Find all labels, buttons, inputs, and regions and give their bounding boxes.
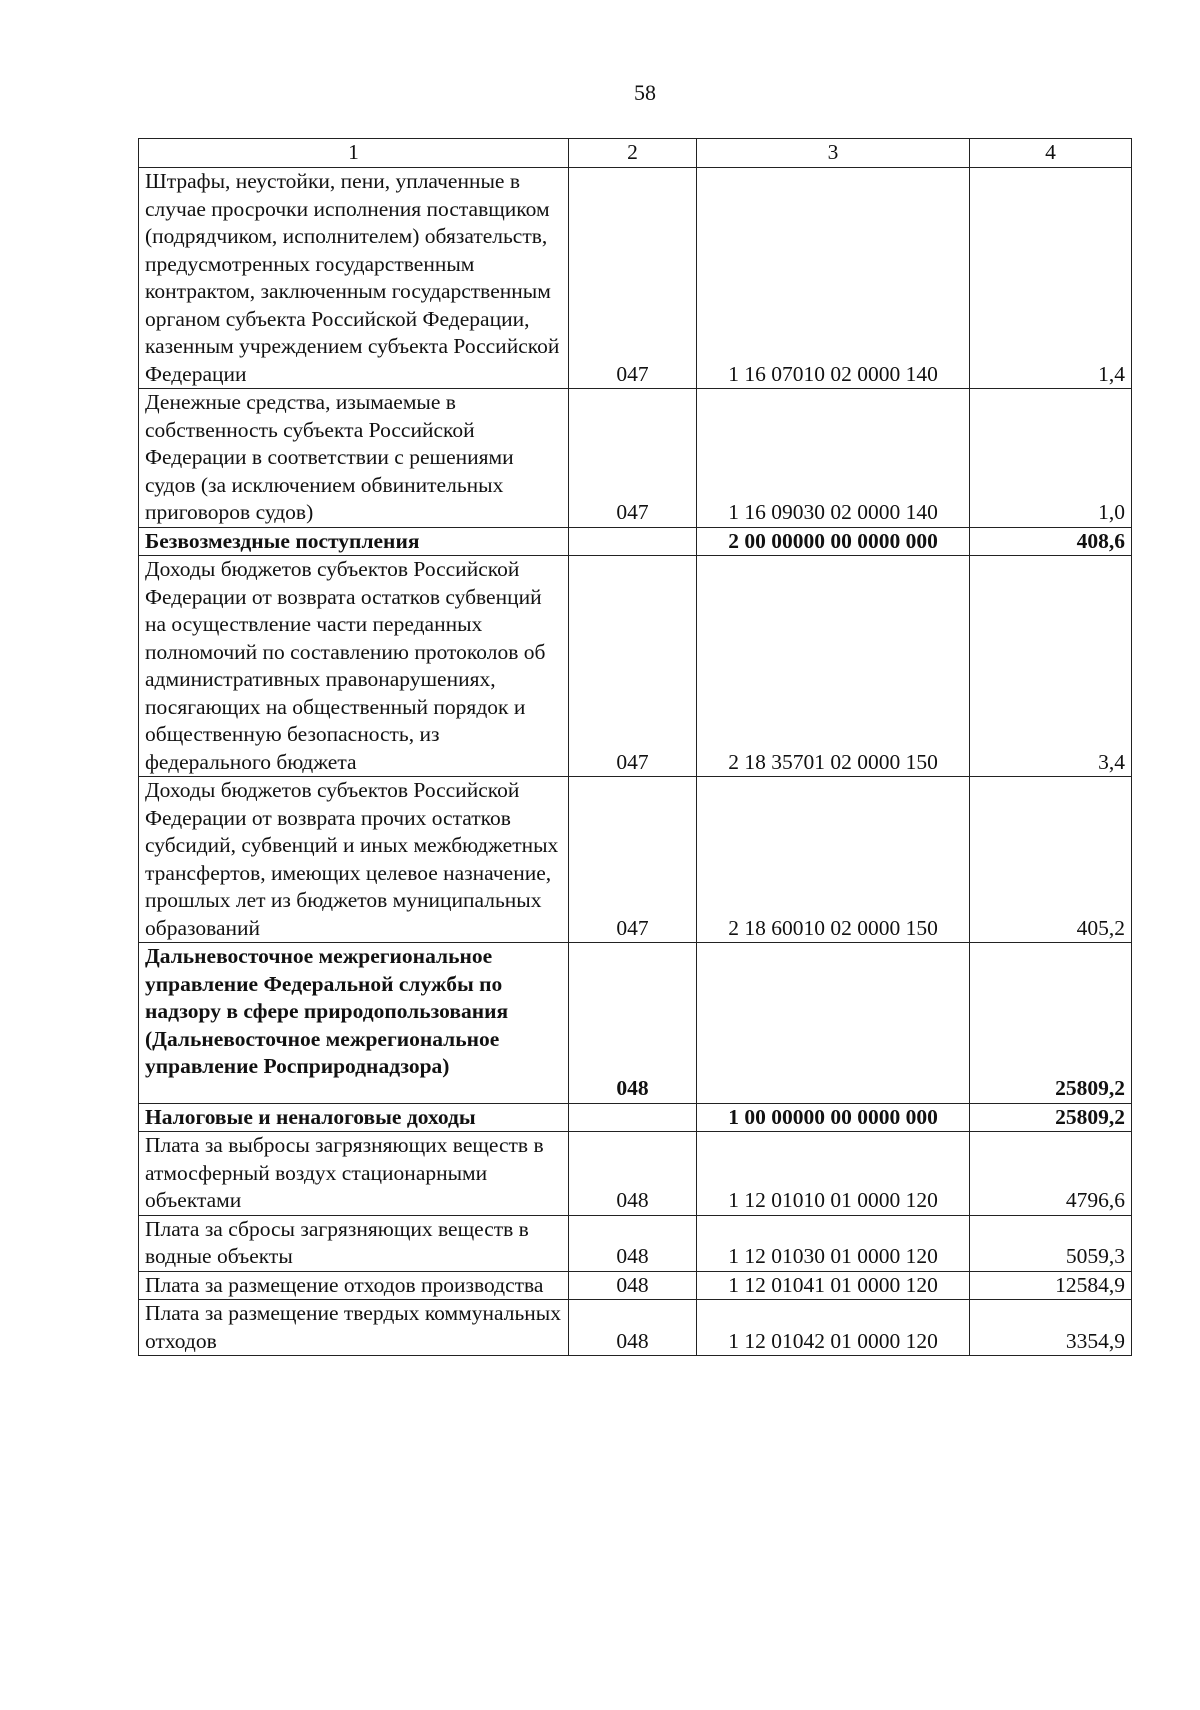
column-header-3: 3 bbox=[697, 139, 970, 168]
row-budget-code-cell: 1 12 01042 01 0000 120 bbox=[697, 1300, 970, 1356]
revenue-table bbox=[138, 138, 1132, 1356]
row-name-cell: Денежные средства, изымаемые в собственность субъекта Российской Федерации в соответствии с решениями судов (за исключением обвинительных приговоров судов) bbox=[139, 389, 569, 528]
row-admin-code-cell: 048 bbox=[569, 1271, 697, 1300]
row-name-cell: Штрафы, неустойки, пени, уплаченные в случае просрочки исполнения поставщиком (подрядчиком, исполнителем) обязательств, предусмотренных государственным контрактом, заключенным государственным органом субъекта Российской Федерации, казенным учреждением субъекта Российской Федерации bbox=[139, 168, 569, 389]
row-admin-code-cell bbox=[569, 1103, 697, 1132]
column-header-1: 1 bbox=[139, 139, 569, 168]
row-name-cell: Плата за размещение отходов производства bbox=[139, 1271, 569, 1300]
table-row bbox=[139, 1132, 1132, 1216]
table-row bbox=[139, 1215, 1132, 1271]
row-amount-cell: 1,0 bbox=[970, 389, 1132, 528]
row-amount-cell: 12584,9 bbox=[970, 1271, 1132, 1300]
table-row bbox=[139, 556, 1132, 777]
table-row bbox=[139, 527, 1132, 556]
row-name-cell: Дальневосточное межрегиональное управление Федеральной службы по надзору в сфере природопользования (Дальневосточное межрегиональное управление Росприроднадзора) bbox=[139, 943, 569, 1104]
row-name-cell: Плата за выбросы загрязняющих веществ в атмосферный воздух стационарными объектами bbox=[139, 1132, 569, 1216]
row-name-cell: Доходы бюджетов субъектов Российской Федерации от возврата остатков субвенций на осуществление части переданных полномочий по составлению протоколов об административных правонарушениях, посягающих на общественный порядок и общественную безопасность, из федерального бюджета bbox=[139, 556, 569, 777]
row-amount-cell: 25809,2 bbox=[970, 1103, 1132, 1132]
row-budget-code-cell bbox=[697, 943, 970, 1104]
row-amount-cell: 3354,9 bbox=[970, 1300, 1132, 1356]
table-row bbox=[139, 1300, 1132, 1356]
row-name-cell: Плата за размещение твердых коммунальных отходов bbox=[139, 1300, 569, 1356]
row-admin-code-cell bbox=[569, 527, 697, 556]
table-row bbox=[139, 389, 1132, 528]
column-header-4: 4 bbox=[970, 139, 1132, 168]
page-number: 58 bbox=[634, 80, 656, 105]
row-amount-cell: 408,6 bbox=[970, 527, 1132, 556]
row-budget-code-cell: 1 16 07010 02 0000 140 bbox=[697, 168, 970, 389]
row-amount-cell: 25809,2 bbox=[970, 943, 1132, 1104]
row-name-cell: Налоговые и неналоговые доходы bbox=[139, 1103, 569, 1132]
row-name-cell: Безвозмездные поступления bbox=[139, 527, 569, 556]
row-admin-code-cell: 047 bbox=[569, 168, 697, 389]
row-amount-cell: 3,4 bbox=[970, 556, 1132, 777]
row-admin-code-cell: 048 bbox=[569, 1300, 697, 1356]
table-row bbox=[139, 943, 1132, 1104]
column-header-2: 2 bbox=[569, 139, 697, 168]
row-amount-cell: 4796,6 bbox=[970, 1132, 1132, 1216]
row-name-cell: Доходы бюджетов субъектов Российской Федерации от возврата прочих остатков субсидий, субвенций и иных межбюджетных трансфертов, имеющих целевое назначение, прошлых лет из бюджетов муниципальных образований bbox=[139, 777, 569, 943]
row-admin-code-cell: 047 bbox=[569, 556, 697, 777]
row-budget-code-cell: 1 12 01010 01 0000 120 bbox=[697, 1132, 970, 1216]
row-budget-code-cell: 1 00 00000 00 0000 000 bbox=[697, 1103, 970, 1132]
row-amount-cell: 405,2 bbox=[970, 777, 1132, 943]
row-name-cell: Плата за сбросы загрязняющих веществ в водные объекты bbox=[139, 1215, 569, 1271]
row-admin-code-cell: 047 bbox=[569, 389, 697, 528]
row-admin-code-cell: 048 bbox=[569, 943, 697, 1104]
row-amount-cell: 5059,3 bbox=[970, 1215, 1132, 1271]
row-budget-code-cell: 1 12 01030 01 0000 120 bbox=[697, 1215, 970, 1271]
row-budget-code-cell: 2 18 60010 02 0000 150 bbox=[697, 777, 970, 943]
row-budget-code-cell: 2 18 35701 02 0000 150 bbox=[697, 556, 970, 777]
table-row bbox=[139, 1271, 1132, 1300]
row-admin-code-cell: 048 bbox=[569, 1215, 697, 1271]
row-admin-code-cell: 047 bbox=[569, 777, 697, 943]
table-header-row bbox=[139, 139, 1132, 168]
table-row bbox=[139, 168, 1132, 389]
row-budget-code-cell: 1 16 09030 02 0000 140 bbox=[697, 389, 970, 528]
table-row bbox=[139, 777, 1132, 943]
row-budget-code-cell: 2 00 00000 00 0000 000 bbox=[697, 527, 970, 556]
row-amount-cell: 1,4 bbox=[970, 168, 1132, 389]
row-admin-code-cell: 048 bbox=[569, 1132, 697, 1216]
table-row bbox=[139, 1103, 1132, 1132]
row-budget-code-cell: 1 12 01041 01 0000 120 bbox=[697, 1271, 970, 1300]
